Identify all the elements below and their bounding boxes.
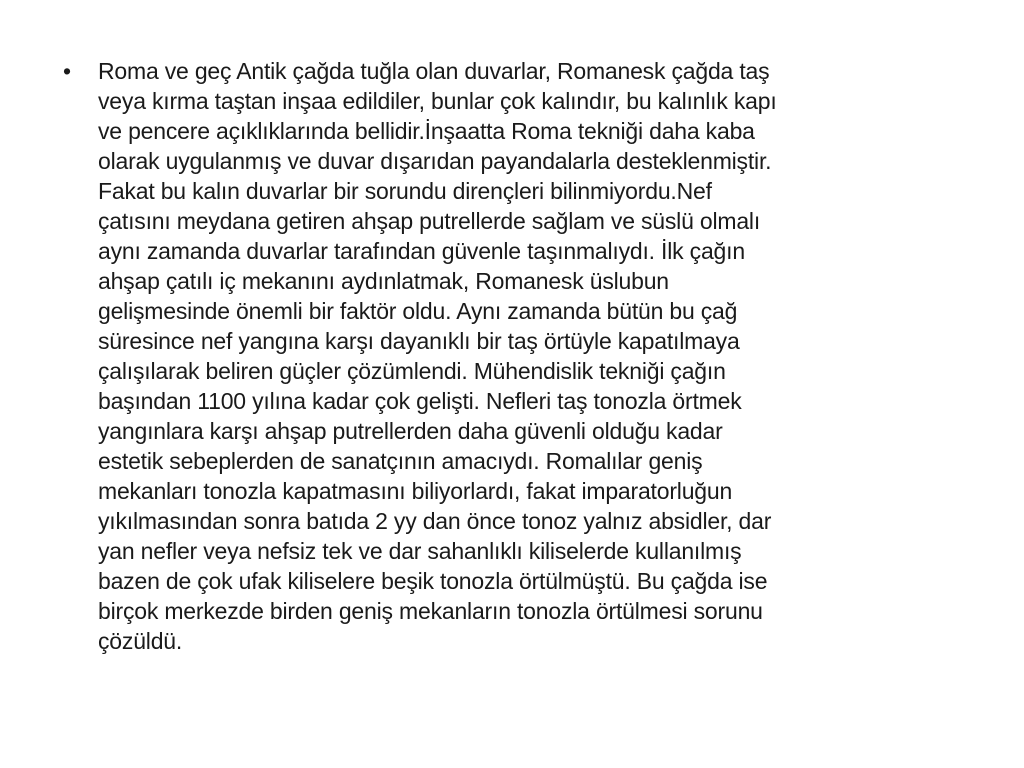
text-line: olarak uygulanmış ve duvar dışarıdan payandalarla desteklenmiştir.	[98, 148, 772, 174]
text-line: yıkılmasından sonra batıda 2 yy dan önce tonoz yalnız absidler, dar	[98, 508, 772, 534]
text-line: gelişmesinde önemli bir faktör oldu. Aynı zamanda bütün bu çağ	[98, 298, 738, 324]
text-line: çözüldü.	[98, 628, 183, 654]
text-line: ve pencere açıklıklarında bellidir.İnşaatta Roma tekniği daha kaba	[98, 118, 755, 144]
text-line: Fakat bu kalın duvarlar bir sorundu dirençleri bilinmiyordu.Nef	[98, 178, 712, 204]
text-line: çalışılarak beliren güçler çözümlendi. Mühendislik tekniği çağın	[98, 358, 726, 384]
text-line: yangınlara karşı ahşap putrellerden daha güvenli olduğu kadar	[98, 418, 723, 444]
text-line: birçok merkezde birden geniş mekanların tonozla örtülmesi sorunu	[98, 598, 763, 624]
text-line: bazen de çok ufak kiliselere beşik tonozla örtülmüştü. Bu çağda ise	[98, 568, 768, 594]
text-line: aynı zamanda duvarlar tarafından güvenle taşınmalıydı. İlk çağın	[98, 238, 745, 264]
bullet-item	[63, 56, 1014, 656]
text-line: Roma ve geç Antik çağda tuğla olan duvarlar, Romanesk çağda taş	[98, 58, 770, 84]
text-line: yan nefler veya nefsiz tek ve dar sahanlıklı kiliselerde kullanılmış	[98, 538, 742, 564]
text-line: mekanları tonozla kapatmasını biliyorlardı, fakat imparatorluğun	[98, 478, 733, 504]
text-line: süresince nef yangına karşı dayanıklı bir taş örtüyle kapatılmaya	[98, 328, 740, 354]
text-line: estetik sebeplerden de sanatçının amacıydı. Romalılar geniş	[98, 448, 703, 474]
bullet-icon: •	[63, 58, 72, 84]
text-line: başından 1100 yılına kadar çok gelişti. Nefleri taş tonozla örtmek	[98, 388, 742, 414]
text-line: ahşap çatılı iç mekanını aydınlatmak, Romanesk üslubun	[98, 268, 669, 294]
bullet-paragraph	[98, 56, 1014, 656]
text-line: veya kırma taştan inşaa edildiler, bunlar çok kalındır, bu kalınlık kapı	[98, 88, 777, 114]
text-line: çatısını meydana getiren ahşap putrellerde sağlam ve süslü olmalı	[98, 208, 761, 234]
